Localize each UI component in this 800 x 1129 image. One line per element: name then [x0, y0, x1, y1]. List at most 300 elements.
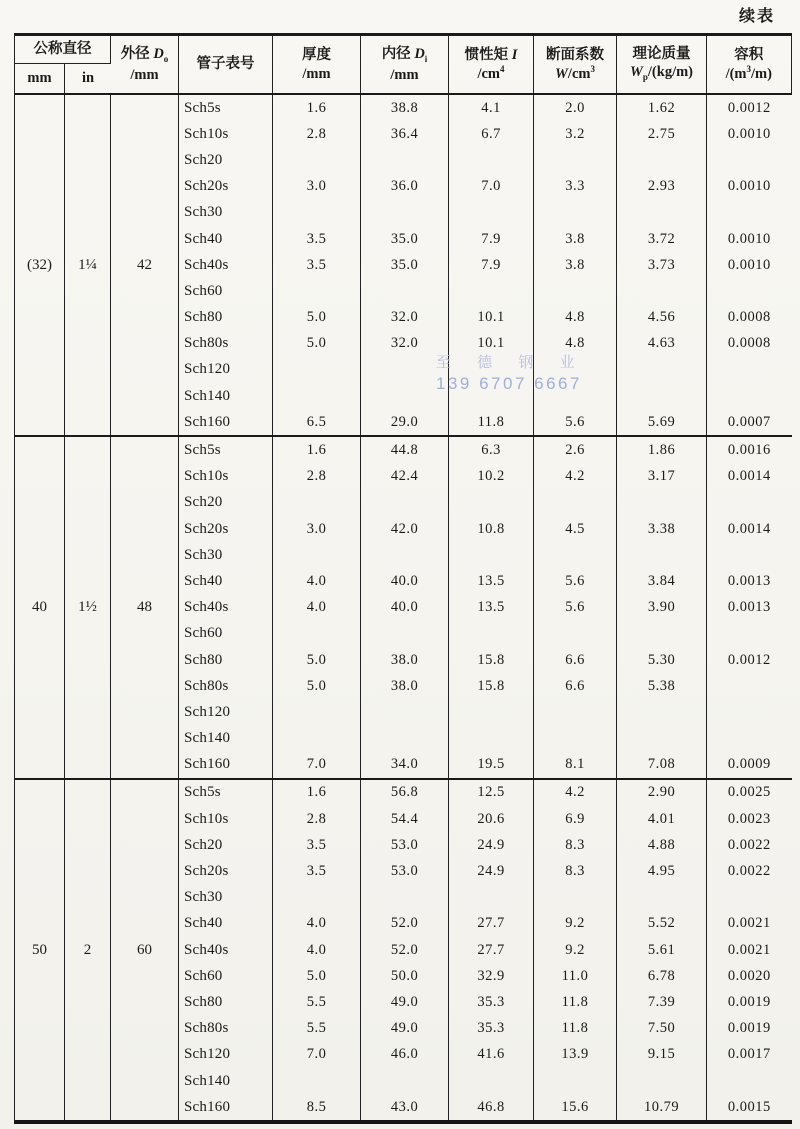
inner-diameter-cell: 35.0	[361, 226, 449, 252]
inner-diameter-cell	[361, 1068, 449, 1094]
volume-cell: 0.0007	[727, 413, 771, 430]
schedule-cell: Sch80	[179, 989, 273, 1015]
table-row	[179, 147, 792, 173]
schedule-cell: Sch5s	[179, 780, 273, 806]
mass-cell	[617, 490, 707, 516]
mass-cell: 7.39	[617, 989, 707, 1015]
header-outer-diameter-unit: /mm	[130, 66, 159, 83]
volume-cell	[707, 1068, 792, 1094]
mass-cell: 6.78	[617, 963, 707, 989]
mass-cell	[617, 542, 707, 568]
section-modulus-cell	[534, 147, 617, 173]
volume-cell: 0.0019	[727, 1020, 771, 1037]
header-thickness	[273, 36, 361, 93]
inertia-cell: 6.3	[449, 437, 534, 463]
inner-diameter-cell: 35.0	[361, 252, 449, 278]
group-left-cells	[15, 95, 179, 435]
schedule-cell: Sch80	[179, 647, 273, 673]
table-row	[179, 726, 792, 752]
table-row	[179, 832, 792, 858]
inner-diameter-cell: 42.0	[361, 516, 449, 542]
mass-cell: 4.95	[617, 858, 707, 884]
inner-diameter-cell: 46.0	[361, 1042, 449, 1068]
inertia-cell: 24.9	[449, 858, 534, 884]
inertia-cell: 12.5	[449, 780, 534, 806]
mass-cell	[617, 357, 707, 383]
thickness-cell	[273, 621, 361, 647]
inertia-cell: 19.5	[449, 752, 534, 778]
section-modulus-cell	[534, 383, 617, 409]
schedule-cell: Sch10s	[179, 121, 273, 147]
volume-cell: 0.0023	[727, 810, 771, 827]
volume-cell: 0.0012	[727, 99, 771, 116]
inner-diameter-cell: 49.0	[361, 1016, 449, 1042]
section-modulus-cell: 6.6	[534, 647, 617, 673]
inertia-cell	[449, 383, 534, 409]
header-section-modulus-label: 断面系数	[546, 46, 604, 63]
schedule-cell: Sch30	[179, 885, 273, 911]
volume-cell: 0.0013	[727, 599, 771, 616]
table-row	[179, 1016, 792, 1042]
mass-cell: 7.50	[617, 1016, 707, 1042]
volume-cell	[707, 699, 792, 725]
schedule-cell: Sch60	[179, 278, 273, 304]
volume-cell	[707, 673, 792, 699]
schedule-cell: Sch160	[179, 1094, 273, 1120]
schedule-cell: Sch80	[179, 305, 273, 331]
nominal-mm-cell: 50	[15, 780, 65, 1120]
inner-diameter-cell	[361, 357, 449, 383]
volume-cell: 0.0013	[727, 572, 771, 589]
inertia-cell: 6.7	[449, 121, 534, 147]
mass-cell: 3.90	[617, 595, 707, 621]
thickness-cell: 7.0	[273, 752, 361, 778]
table-row	[179, 595, 792, 621]
mass-cell	[617, 726, 707, 752]
table-row	[179, 95, 792, 121]
inner-diameter-cell	[361, 200, 449, 226]
inner-diameter-cell: 38.8	[361, 95, 449, 121]
nominal-in-cell: 1½	[65, 437, 111, 777]
schedule-cell: Sch120	[179, 357, 273, 383]
volume-cell	[707, 885, 792, 911]
header-sub-mm: mm	[15, 64, 65, 93]
header-volume-unit: $/(m^3/m)$	[725, 64, 772, 82]
schedule-cell: Sch40s	[179, 595, 273, 621]
thickness-cell: 2.8	[273, 464, 361, 490]
inertia-cell	[449, 699, 534, 725]
thickness-cell	[273, 147, 361, 173]
mass-cell	[617, 200, 707, 226]
inertia-cell	[449, 490, 534, 516]
group-rows	[179, 780, 792, 1120]
table-row	[179, 621, 792, 647]
section-modulus-cell: 3.3	[534, 174, 617, 200]
inertia-cell: 13.5	[449, 595, 534, 621]
header-section-modulus	[534, 36, 617, 93]
volume-cell: 0.0012	[727, 651, 771, 668]
header-thickness-label: 厚度	[302, 47, 331, 64]
thickness-cell	[273, 885, 361, 911]
schedule-cell: Sch80s	[179, 1016, 273, 1042]
schedule-cell: Sch5s	[179, 95, 273, 121]
section-modulus-cell	[534, 1068, 617, 1094]
thickness-cell: 5.5	[273, 1016, 361, 1042]
inertia-cell: 24.9	[449, 832, 534, 858]
thickness-cell: 2.8	[273, 806, 361, 832]
nominal-mm-cell: (32)	[15, 95, 65, 435]
volume-cell: 0.0010	[727, 256, 771, 273]
volume-cell: 0.0014	[727, 468, 771, 485]
inertia-cell: 32.9	[449, 963, 534, 989]
outer-diameter-cell: 42	[111, 95, 179, 435]
section-modulus-cell: 3.2	[534, 121, 617, 147]
inner-diameter-cell: 38.0	[361, 673, 449, 699]
inertia-cell: 15.8	[449, 647, 534, 673]
mass-cell: 5.69	[617, 409, 707, 435]
volume-cell	[707, 490, 792, 516]
inertia-cell	[449, 726, 534, 752]
inner-diameter-cell: 53.0	[361, 832, 449, 858]
table-row	[179, 963, 792, 989]
thickness-cell: 5.0	[273, 331, 361, 357]
mass-cell: 2.93	[617, 174, 707, 200]
size-group-50	[15, 778, 792, 1120]
table-row	[179, 174, 792, 200]
volume-cell: 0.0009	[727, 756, 771, 773]
inertia-cell	[449, 147, 534, 173]
mass-cell: 9.15	[617, 1042, 707, 1068]
table-header	[15, 36, 792, 95]
header-inner-diameter-unit: /mm	[390, 66, 419, 83]
table-row	[179, 331, 792, 357]
header-outer-diameter-line1: 外径 $D_o$	[120, 46, 169, 65]
volume-cell: 0.0022	[727, 836, 771, 853]
volume-cell: 0.0019	[727, 993, 771, 1010]
section-modulus-cell	[534, 699, 617, 725]
schedule-cell: Sch80s	[179, 331, 273, 357]
table-row	[179, 911, 792, 937]
section-modulus-cell: 2.6	[534, 437, 617, 463]
volume-cell: 0.0017	[727, 1046, 771, 1063]
inner-diameter-cell: 52.0	[361, 911, 449, 937]
inertia-cell: 10.8	[449, 516, 534, 542]
thickness-cell: 6.5	[273, 409, 361, 435]
thickness-cell: 4.0	[273, 911, 361, 937]
section-modulus-cell: 6.6	[534, 673, 617, 699]
section-modulus-cell: 6.9	[534, 806, 617, 832]
inertia-cell: 35.3	[449, 1016, 534, 1042]
volume-cell: 0.0010	[727, 230, 771, 247]
thickness-cell: 2.8	[273, 121, 361, 147]
schedule-cell: Sch20s	[179, 858, 273, 884]
outer-diameter-cell: 48	[111, 437, 179, 777]
header-inertia	[449, 36, 534, 93]
header-nominal-diameter	[15, 36, 111, 64]
inertia-cell: 35.3	[449, 989, 534, 1015]
volume-cell: 0.0008	[727, 335, 771, 352]
header-section-modulus-unit: $W/cm^3$	[555, 64, 595, 82]
header-volume-label: 容积	[734, 46, 764, 63]
thickness-cell: 3.5	[273, 832, 361, 858]
volume-cell	[707, 383, 792, 409]
inner-diameter-cell	[361, 383, 449, 409]
table-row	[179, 490, 792, 516]
schedule-cell: Sch80s	[179, 673, 273, 699]
group-left-cells	[15, 780, 179, 1120]
volume-cell: 0.0021	[727, 915, 771, 932]
table-row	[179, 1042, 792, 1068]
section-modulus-cell: 8.3	[534, 832, 617, 858]
inner-diameter-cell: 40.0	[361, 595, 449, 621]
thickness-cell: 5.5	[273, 989, 361, 1015]
table-row	[179, 409, 792, 435]
pipe-schedule-table	[14, 33, 792, 1124]
section-modulus-cell	[534, 542, 617, 568]
section-modulus-cell: 11.8	[534, 989, 617, 1015]
thickness-cell	[273, 542, 361, 568]
schedule-cell: Sch5s	[179, 437, 273, 463]
inner-diameter-cell	[361, 147, 449, 173]
section-modulus-cell	[534, 278, 617, 304]
schedule-cell: Sch30	[179, 200, 273, 226]
header-outer-diameter	[111, 36, 179, 93]
section-modulus-cell: 4.5	[534, 516, 617, 542]
volume-cell	[707, 357, 792, 383]
section-modulus-cell	[534, 621, 617, 647]
table-row	[179, 121, 792, 147]
table-row	[179, 1094, 792, 1120]
inertia-cell: 27.7	[449, 937, 534, 963]
inertia-cell: 41.6	[449, 1042, 534, 1068]
section-modulus-cell: 3.8	[534, 226, 617, 252]
schedule-cell: Sch10s	[179, 464, 273, 490]
inner-diameter-cell: 52.0	[361, 937, 449, 963]
header-nominal-diameter-label: 公称直径	[33, 41, 92, 58]
group-rows	[179, 95, 792, 435]
section-modulus-cell	[534, 357, 617, 383]
thickness-cell: 4.0	[273, 595, 361, 621]
table-row	[179, 305, 792, 331]
volume-cell	[707, 542, 792, 568]
thickness-cell: 3.5	[273, 252, 361, 278]
inner-diameter-cell	[361, 621, 449, 647]
header-volume	[707, 36, 792, 93]
thickness-cell: 5.0	[273, 305, 361, 331]
inertia-cell	[449, 542, 534, 568]
mass-cell: 4.63	[617, 331, 707, 357]
thickness-cell: 1.6	[273, 95, 361, 121]
table-row	[179, 357, 792, 383]
mass-cell: 5.61	[617, 937, 707, 963]
table-row	[179, 647, 792, 673]
inner-diameter-cell: 32.0	[361, 331, 449, 357]
header-sub-in: in	[81, 70, 95, 87]
thickness-cell: 3.0	[273, 174, 361, 200]
volume-cell	[707, 726, 792, 752]
inner-diameter-cell: 34.0	[361, 752, 449, 778]
schedule-cell: Sch60	[179, 621, 273, 647]
thickness-cell	[273, 490, 361, 516]
header-inner-diameter-line1: 内径 $D_i$	[381, 46, 428, 65]
inertia-cell: 10.1	[449, 305, 534, 331]
table-row	[179, 1068, 792, 1094]
mass-cell: 2.75	[617, 121, 707, 147]
inertia-cell: 46.8	[449, 1094, 534, 1120]
inertia-cell: 27.7	[449, 911, 534, 937]
volume-cell: 0.0022	[727, 863, 771, 880]
inertia-cell: 7.0	[449, 174, 534, 200]
thickness-cell: 4.0	[273, 937, 361, 963]
mass-cell: 5.52	[617, 911, 707, 937]
thickness-cell: 1.6	[273, 780, 361, 806]
mass-cell	[617, 278, 707, 304]
section-modulus-cell: 4.2	[534, 464, 617, 490]
schedule-cell: Sch40	[179, 226, 273, 252]
mass-cell: 3.38	[617, 516, 707, 542]
table-row	[179, 989, 792, 1015]
schedule-cell: Sch30	[179, 542, 273, 568]
mass-cell: 4.88	[617, 832, 707, 858]
section-modulus-cell: 9.2	[534, 937, 617, 963]
mass-cell: 7.08	[617, 752, 707, 778]
header-mass	[617, 36, 707, 93]
volume-cell: 0.0020	[727, 967, 771, 984]
inner-diameter-cell: 42.4	[361, 464, 449, 490]
thickness-cell: 8.5	[273, 1094, 361, 1120]
inertia-cell	[449, 357, 534, 383]
size-group-40	[15, 435, 792, 777]
schedule-cell: Sch140	[179, 726, 273, 752]
table-row	[179, 252, 792, 278]
thickness-cell: 3.0	[273, 516, 361, 542]
schedule-cell: Sch120	[179, 1042, 273, 1068]
inner-diameter-cell: 43.0	[361, 1094, 449, 1120]
section-modulus-cell: 11.8	[534, 1016, 617, 1042]
header-inertia-unit: $/cm^4$	[477, 64, 505, 82]
inner-diameter-cell: 44.8	[361, 437, 449, 463]
inertia-cell	[449, 278, 534, 304]
nominal-mm-cell: 40	[15, 437, 65, 777]
volume-cell: 0.0010	[727, 125, 771, 142]
schedule-cell: Sch40s	[179, 937, 273, 963]
inertia-cell: 15.8	[449, 673, 534, 699]
thickness-cell	[273, 1068, 361, 1094]
table-row	[179, 278, 792, 304]
mass-cell: 1.62	[617, 95, 707, 121]
thickness-cell	[273, 357, 361, 383]
table-row	[179, 673, 792, 699]
inner-diameter-cell: 32.0	[361, 305, 449, 331]
section-modulus-cell	[534, 885, 617, 911]
mass-cell: 4.56	[617, 305, 707, 331]
mass-cell	[617, 699, 707, 725]
schedule-cell: Sch160	[179, 752, 273, 778]
continued-table-label: 续表	[738, 8, 775, 25]
thickness-cell: 5.0	[273, 647, 361, 673]
inner-diameter-cell: 56.8	[361, 780, 449, 806]
inner-diameter-cell: 36.4	[361, 121, 449, 147]
mass-cell	[617, 621, 707, 647]
section-modulus-cell: 8.1	[534, 752, 617, 778]
volume-cell: 0.0025	[727, 784, 771, 801]
volume-cell: 0.0014	[727, 520, 771, 537]
table-row	[179, 780, 792, 806]
schedule-cell: Sch20	[179, 490, 273, 516]
schedule-cell: Sch10s	[179, 806, 273, 832]
table-row	[179, 806, 792, 832]
table-row	[179, 937, 792, 963]
header-inner-diameter	[361, 36, 449, 93]
volume-cell: 0.0021	[727, 941, 771, 958]
mass-cell: 3.72	[617, 226, 707, 252]
inertia-cell	[449, 200, 534, 226]
section-modulus-cell: 15.6	[534, 1094, 617, 1120]
thickness-cell: 7.0	[273, 1042, 361, 1068]
schedule-cell: Sch40	[179, 568, 273, 594]
inner-diameter-cell: 29.0	[361, 409, 449, 435]
nominal-in-cell: 2	[65, 780, 111, 1120]
table-row	[179, 516, 792, 542]
table-row	[179, 885, 792, 911]
mass-cell: 2.90	[617, 780, 707, 806]
table-row	[179, 464, 792, 490]
inertia-cell: 4.1	[449, 95, 534, 121]
mass-cell: 4.01	[617, 806, 707, 832]
mass-cell: 5.38	[617, 673, 707, 699]
table-row	[179, 568, 792, 594]
section-modulus-cell: 4.2	[534, 780, 617, 806]
schedule-cell: Sch60	[179, 963, 273, 989]
thickness-cell: 5.0	[273, 673, 361, 699]
section-modulus-cell: 3.8	[534, 252, 617, 278]
section-modulus-cell: 13.9	[534, 1042, 617, 1068]
inner-diameter-cell: 54.4	[361, 806, 449, 832]
group-left-cells	[15, 437, 179, 777]
mass-cell: 1.86	[617, 437, 707, 463]
watermark-phone: 139 6707 6667	[436, 374, 582, 393]
mass-cell: 10.79	[617, 1094, 707, 1120]
thickness-cell: 4.0	[273, 568, 361, 594]
inertia-cell: 20.6	[449, 806, 534, 832]
mass-cell	[617, 383, 707, 409]
mass-cell: 3.73	[617, 252, 707, 278]
inner-diameter-cell: 53.0	[361, 858, 449, 884]
inertia-cell: 11.8	[449, 409, 534, 435]
schedule-cell: Sch20	[179, 832, 273, 858]
header-schedule	[179, 36, 273, 93]
table-body	[15, 95, 792, 1120]
mass-cell: 5.30	[617, 647, 707, 673]
header-mass-label: 理论质量	[632, 46, 691, 63]
inertia-cell: 7.9	[449, 226, 534, 252]
inner-diameter-cell: 40.0	[361, 568, 449, 594]
thickness-cell	[273, 278, 361, 304]
section-modulus-cell	[534, 200, 617, 226]
section-modulus-cell: 2.0	[534, 95, 617, 121]
inner-diameter-cell	[361, 278, 449, 304]
thickness-cell: 1.6	[273, 437, 361, 463]
schedule-cell: Sch140	[179, 383, 273, 409]
schedule-cell: Sch40	[179, 911, 273, 937]
volume-cell: 0.0015	[727, 1098, 771, 1115]
volume-cell	[707, 147, 792, 173]
thickness-cell: 3.5	[273, 858, 361, 884]
schedule-cell: Sch20	[179, 147, 273, 173]
schedule-cell: Sch160	[179, 409, 273, 435]
section-modulus-cell: 5.6	[534, 409, 617, 435]
thickness-cell	[273, 726, 361, 752]
